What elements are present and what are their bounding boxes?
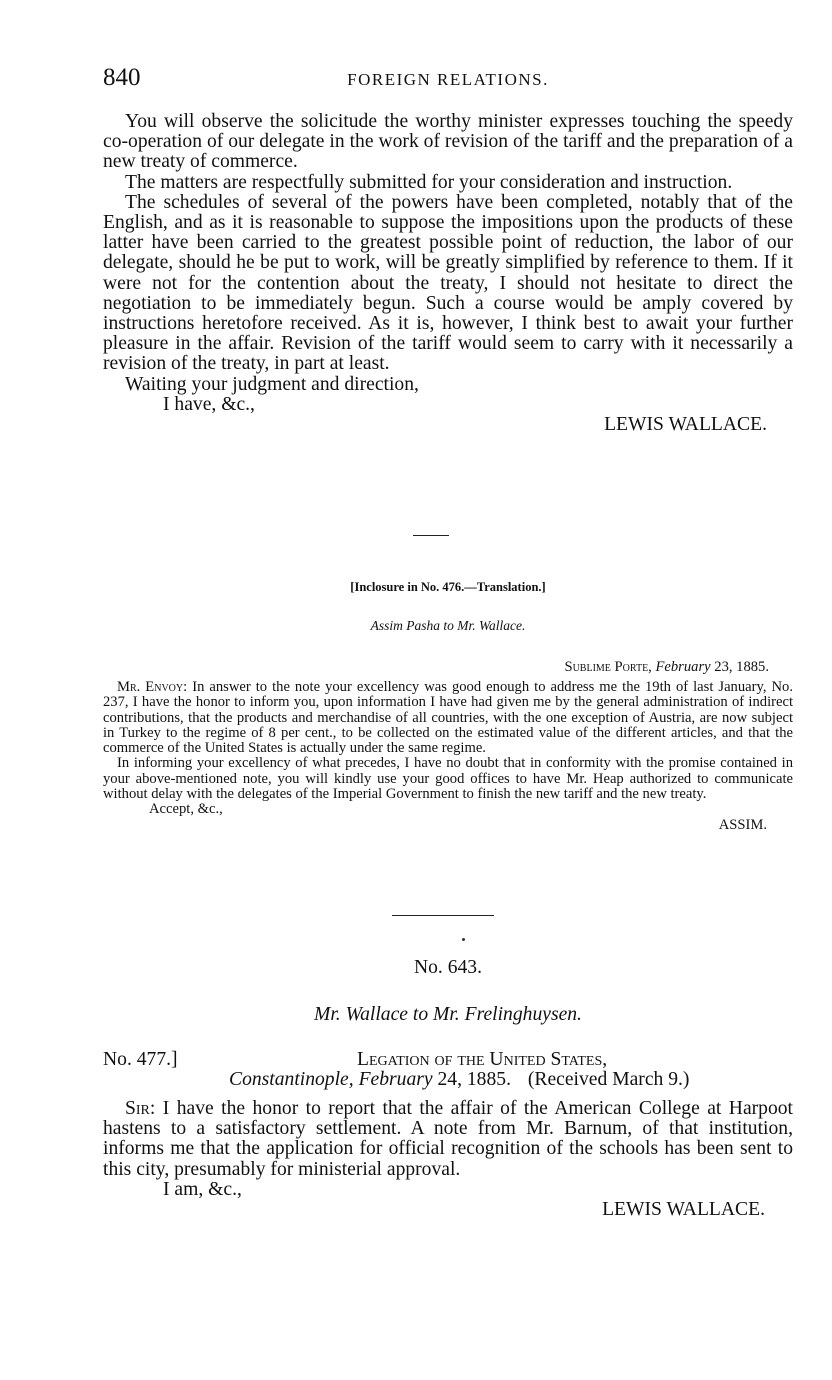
inclosure-dateline: Sublime Porte, February 23, 1885. (564, 659, 769, 675)
inclosure-paragraph: Mr. Envoy: In answer to the note your excellency was good enough to address me the 19th of last January, No. 237, I have the honor to inform you, upon information I have had given me by the general administration of indirect contributions, that the products and merchandise of all countries, with the one exception of Austria, are now subject in Turkey to the regime of 8 per cent., to be collected on the estimated value of the different articles, and that the commerce of the United States is actually under the same regime. (103, 679, 793, 757)
closing-line: Waiting your judgment and direction, (125, 373, 419, 395)
closing-line: I have, &c., (163, 393, 255, 415)
section-divider (392, 915, 494, 916)
document-title: Mr. Wallace to Mr. Frelinghuysen. (314, 1004, 582, 1025)
running-title: FOREIGN RELATIONS. (347, 70, 549, 89)
despatch-reference: No. 477.] (103, 1049, 178, 1070)
letter-body (103, 112, 793, 435)
closing-line: Accept, &c., (149, 801, 223, 818)
signature: ASSIM. (718, 816, 767, 833)
inclosure-heading: [Inclosure in No. 476.—Translation.] (350, 580, 546, 594)
page-number: 840 (103, 64, 141, 91)
signature: LEWIS WALLACE. (602, 1199, 765, 1221)
document-number: No. 643. (413, 957, 483, 978)
dateline: Constantinople, February 24, 1885. (Received March 9.) (229, 1069, 690, 1090)
letter-paragraph: The schedules of several of the powers have been completed, notably that of the English, and as it is reasonable to suppose the impositions upon the products of these latter have been carried to the greatest possible point of reduction, the labor of our delegate, should he be put to work, will be greatly simplified by reference to them. If it were not for the contention about the treaty, I should not hesitate to direct the negotiation to be immediately begun. Such a course would be amply covered by instructions heretofore received. As it is, however, I think best to await your further pleasure in the affair. Revision of the tariff would seem to carry with it necessarily a revision of the treaty, in part at least. (103, 191, 793, 375)
closing-line: I am, &c., (163, 1178, 242, 1200)
body-paragraph: Sir: I have the honor to report that the affair of the American College at Harpoot hastens to a satisfactory settlement. A note from Mr. Barnum, of that institution, informs me that the application for official recognition of the schools has been sent to this city, presumably for ministerial approval. (103, 1098, 793, 1180)
running-head (103, 64, 793, 94)
signature: LEWIS WALLACE. (604, 414, 767, 436)
legation-line: Legation of the United States, (357, 1049, 608, 1070)
inclosure-paragraph: In informing your excellency of what precedes, I have no doubt that in conformity with the promise contained in your above-mentioned note, you will kindly use your good offices to have Mr. Heap authorized to communicate without delay with the delegates of the Imperial Government to finish the new tariff and the new treaty. (103, 755, 793, 803)
inclosure-title: Assim Pasha to Mr. Wallace. (370, 618, 526, 633)
document-body (103, 1099, 793, 1220)
letter-paragraph: The matters are respectfully submitted for your consideration and instruction. (125, 171, 733, 193)
letter-paragraph: You will observe the solicitude the worthy minister expresses touching the speedy co-operation of our delegate in the work of revision of the tariff and the preparation of a new treaty of commerce. (103, 111, 793, 173)
decorative-dot (462, 938, 465, 941)
salutation: Mr. Envoy: (117, 679, 188, 695)
salutation: Sir: (125, 1098, 156, 1119)
document-header (103, 1050, 793, 1090)
section-divider (413, 535, 449, 536)
inclosure-body (103, 680, 793, 833)
